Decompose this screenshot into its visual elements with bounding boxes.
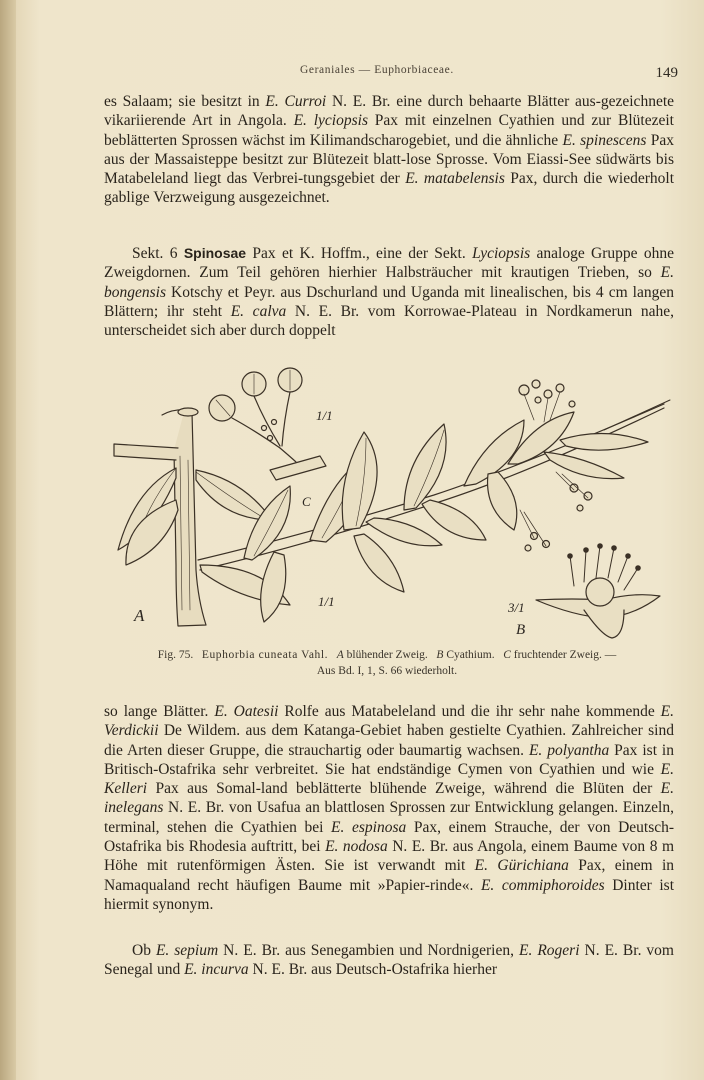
section-name: Spinosae	[183, 245, 247, 261]
euphorbia-drawing	[104, 360, 674, 645]
species-name: E. Curroi	[265, 93, 327, 110]
page-gutter	[0, 0, 16, 1080]
species-name: E. Rogeri	[519, 942, 580, 959]
species-name: E. Verdickii	[104, 703, 674, 740]
species-name: E. incurva	[184, 961, 249, 979]
species-name: E. Kelleri	[104, 760, 674, 798]
species-name: E. Gürichiana	[474, 857, 569, 875]
running-head: Geraniales — Euphorbiaceae.	[300, 64, 454, 76]
species-name: E. spinescens	[562, 131, 647, 149]
paragraph-2: Sekt. 6 Spinosae Pax et K. Hoffm., eine der Sekt. Lyciopsis analoge Gruppe ohne Zweigdornen. Zum Teil gehören hierhier Halbsträucher mit krautigen Trieben, so E. bongensis Kotschy et Peyr. aus Dschurland und Uganda mit linealischen, bis 4 cm langen Blättern; ihr steht E. calva N. E. Br. vom Korrowae-Plateau in Nordkamerun nahe, unterscheidet sich aber durch doppelt	[104, 245, 674, 340]
figure-label-b: B	[516, 622, 526, 638]
species-name: E. lyciopsis	[293, 112, 368, 130]
species-name: E. espinosa	[331, 818, 407, 836]
species-name: E. polyantha	[528, 741, 610, 759]
scale-label-c: 1/1	[316, 408, 333, 423]
figure-label-a: A	[134, 606, 145, 625]
figure-caption: Fig. 75. Euphorbia cuneata Vahl. A blühender Zweig. B Cyathium. C fruchtender Zweig. — Aus Bd. I, 1, S. 66 wiederholt.	[157, 649, 617, 677]
species-name: E. matabelensis	[405, 170, 505, 188]
species-name: E. Oatesii	[214, 703, 279, 720]
species-name: E. calva	[230, 302, 287, 320]
page-number: 149	[655, 65, 678, 81]
paragraph-1: es Salaam; sie besitzt in E. Curroi N. E. Br. eine durch behaarte Blätter aus-gezeichnete vikariierende Art in Angola. E. lyciopsis Pax mit einzelnen Cyathien und zur Blütezeit beblätterten Sprossen wächst im Kilimandscharogebiet, und die ähnliche E. spinescens Pax aus der Massaisteppe besitzt zur Blütezeit blatt-lose Sprosse. Vom Eiassi-See südwärts bis Matabeleland liegt das Verbrei-tungsgebiet der E. matabelensis Pax, durch die wiederholt gablige Verzweigung ausgezeichnet.	[104, 93, 675, 207]
figure-label-c: C	[302, 494, 311, 509]
scale-label-b: 3/1	[508, 600, 525, 615]
species-name: E. bongensis	[104, 264, 674, 301]
species-name: E. nodosa	[325, 838, 388, 856]
species-name: E. inelegans	[104, 780, 674, 817]
scale-label-a: 1/1	[318, 594, 335, 609]
botanical-illustration	[104, 360, 674, 645]
paragraph-3: so lange Blätter. E. Oatesii Rolfe aus Matabeleland und die ihr sehr nahe kommende E. Verdickii De Wildem. aus dem Katanga-Gebiet haben gestielte Cyathien. Zahlreicher sind die Arten dieser Gruppe, die strauchartig oder baumartig wachsen. E. polyantha Pax ist in Britisch-Ostafrika sehr verbreitet. Sie hat endständige Cymen von Cyathien und wie E. Kelleri Pax aus Somal-land beblätterte blühende Zweige, während die Blüten der E. inelegans N. E. Br. von Usafua an blattlosen Sprossen zur Entwicklung gelangen. Einzeln, terminal, stehen die Cyathien bei E. espinosa Pax, einem Strauche, der von Deutsch-Ostafrika bis Rhodesia auftritt, bei E. nodosa N. E. Br. aus Angola, einem Baume von 8 m Höhe mit rutenförmigen Ästen. Sie ist verwandt mit E. Gürichiana Pax, einem in Namaqualand recht häufigen Baume mit »Papier-rinde«. E. commiphoroides Dinter ist hiermit synonym.	[104, 703, 675, 913]
paragraph-4: Ob E. sepium N. E. Br. aus Senegambien und Nordnigerien, E. Rogeri N. E. Br. vom Senegal und E. incurva N. E. Br. aus Deutsch-Ostafrika hierher	[104, 942, 674, 979]
section-ref: Lyciopsis	[472, 245, 531, 262]
species-name: E. sepium	[155, 942, 219, 959]
species-name: E. commiphoroides	[480, 876, 605, 894]
